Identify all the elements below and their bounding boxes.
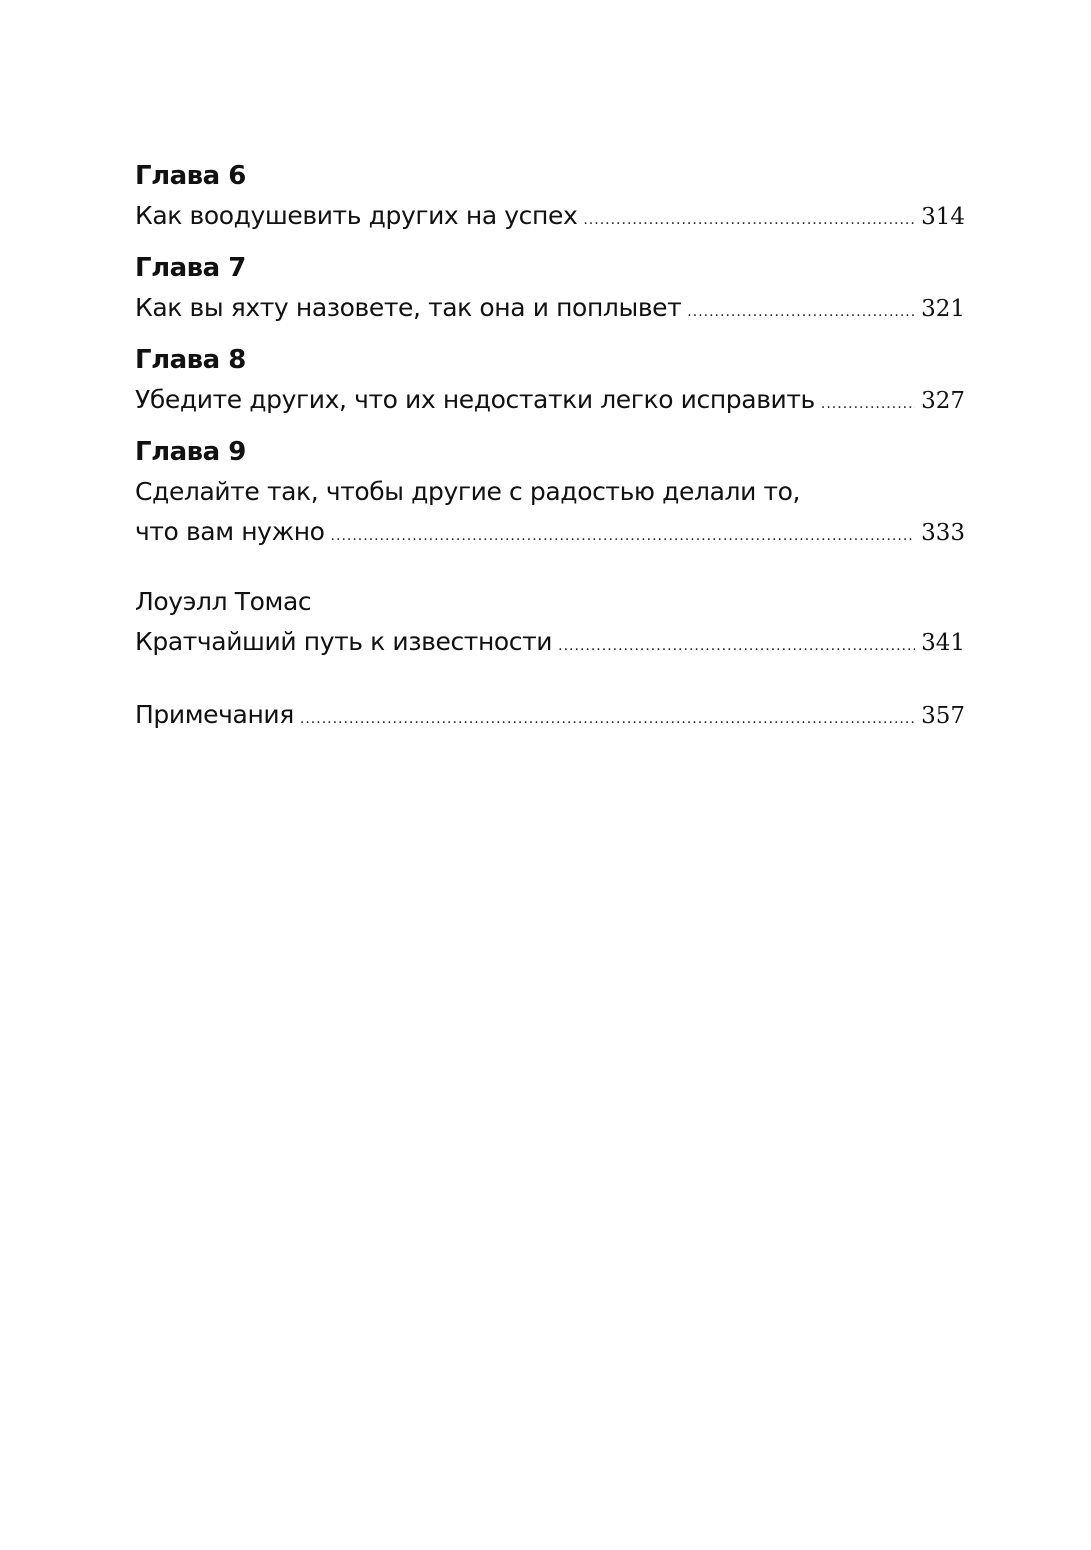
- page-number: 333: [921, 520, 965, 546]
- dot-leader: [558, 626, 915, 666]
- dot-leader: [331, 516, 916, 556]
- page-number: 341: [921, 630, 965, 656]
- toc-entry-line: [135, 380, 965, 420]
- dot-leader: [300, 699, 915, 739]
- toc-entry-line: [135, 622, 965, 662]
- chapter-title-line: Сделайте так, чтобы другие с радостью делали то,: [135, 477, 801, 506]
- toc-entry[interactable]: [135, 248, 965, 328]
- toc-entry-line: [135, 196, 965, 236]
- page-number: 327: [921, 388, 965, 414]
- dot-leader: [687, 292, 915, 332]
- chapter-title: Как вы яхту назовете, так она и поплывет: [135, 293, 682, 322]
- page-number: 321: [921, 296, 965, 322]
- spacer: [135, 552, 965, 582]
- section-title: Примечания: [135, 700, 294, 729]
- page-number: 314: [921, 204, 965, 230]
- toc-entry-line: [135, 512, 965, 552]
- page-number: 357: [921, 703, 965, 729]
- toc-entry-afterword[interactable]: [135, 582, 965, 662]
- spacer: [135, 662, 965, 695]
- chapter-label: Глава 6: [135, 161, 246, 191]
- section-title: Кратчайший путь к известности: [135, 627, 553, 656]
- toc-entry-line: [135, 288, 965, 328]
- toc-entry-notes[interactable]: [135, 695, 965, 735]
- chapter-label: Глава 7: [135, 253, 246, 283]
- toc-entry-line: [135, 695, 965, 735]
- dot-leader: [583, 200, 915, 240]
- toc-entry[interactable]: [135, 156, 965, 236]
- dot-leader: [821, 384, 915, 424]
- author-name: Лоуэлл Томас: [135, 587, 312, 616]
- table-of-contents: [135, 156, 965, 735]
- chapter-label: Глава 8: [135, 345, 246, 375]
- toc-entry[interactable]: [135, 432, 965, 552]
- chapter-title: Как воодушевить других на успех: [135, 201, 578, 230]
- toc-entry[interactable]: [135, 340, 965, 420]
- chapter-title: что вам нужно: [135, 517, 325, 546]
- chapter-label: Глава 9: [135, 437, 246, 467]
- chapter-title: Убедите других, что их недостатки легко исправить: [135, 385, 815, 414]
